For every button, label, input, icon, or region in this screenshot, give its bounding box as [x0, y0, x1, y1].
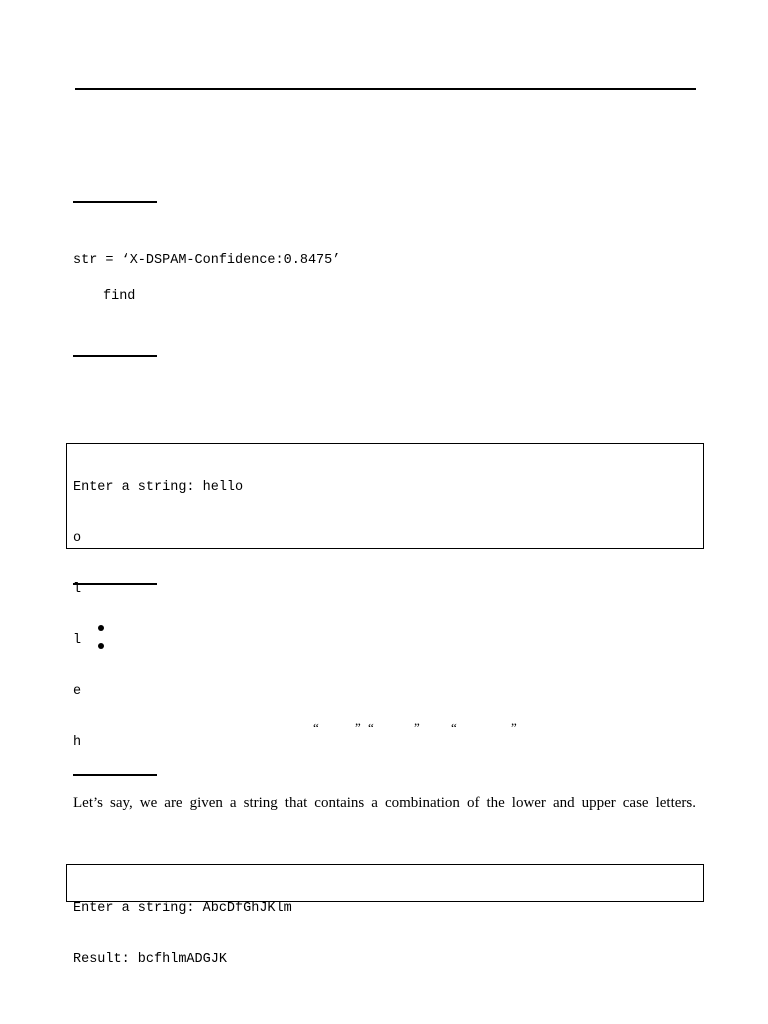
output-box-case-sort [66, 864, 704, 967]
code-line-find: find [103, 289, 136, 304]
output-line: Result: bcfhlmADGJK [73, 952, 227, 967]
section-3-heading-rule [73, 583, 157, 585]
problem-description: Let’s say, we are given a string that contains a combination of the lower and upper case letters. [73, 795, 696, 811]
output-line: e [73, 684, 82, 699]
output-line: Enter a string: AbcDfGhJKlm [73, 901, 292, 916]
output-line: l [73, 633, 82, 648]
bullet-icon [98, 643, 104, 649]
output-line: o [73, 531, 82, 546]
section-4-heading-rule [73, 774, 157, 776]
quote-mark-close: ” [414, 720, 420, 735]
section-2-heading-rule [73, 355, 157, 357]
output-line: Enter a string: hello [73, 480, 244, 495]
quote-mark-close: ” [511, 720, 517, 735]
quote-mark-open: “ [368, 720, 374, 735]
bullet-icon [98, 625, 104, 631]
output-line: l [73, 582, 82, 597]
quote-mark-open: “ [313, 720, 319, 735]
output-line: h [73, 735, 82, 750]
quote-mark-close: ” [355, 720, 361, 735]
code-line-str: str = ‘X-DSPAM-Confidence:0.8475’ [73, 253, 341, 268]
top-divider [75, 88, 696, 90]
output-box-reverse [66, 443, 704, 750]
section-1-heading-rule [73, 201, 157, 203]
quote-mark-open: “ [451, 720, 457, 735]
